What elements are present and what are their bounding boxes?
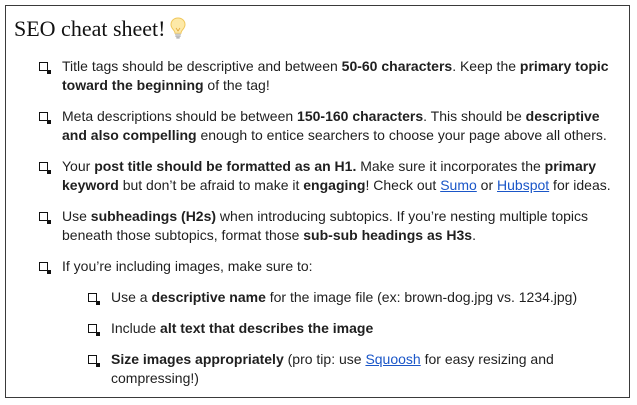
squoosh-link[interactable]: Squoosh — [365, 351, 421, 367]
lightbulb-icon — [170, 17, 186, 45]
checkbox-bullet-icon — [39, 112, 48, 121]
checkbox-bullet-icon — [88, 355, 97, 364]
cheat-sheet-card — [5, 5, 630, 398]
sub-list-item: Use a descriptive name for the image file (ex: brown-dog.jpg vs. 1234.jpg) — [86, 288, 622, 307]
tips-list — [37, 57, 622, 400]
checkbox-bullet-icon — [39, 62, 48, 71]
image-tips-list — [62, 288, 622, 388]
checkbox-bullet-icon — [39, 262, 48, 271]
page-title — [14, 16, 186, 45]
checkbox-bullet-icon — [39, 212, 48, 221]
list-item: Title tags should be descriptive and between 50-60 characters. Keep the primary topic toward the beginning of the tag! — [37, 57, 622, 95]
checkbox-bullet-icon — [39, 162, 48, 171]
title-text: SEO cheat sheet! — [14, 16, 166, 41]
sumo-link[interactable]: Sumo — [440, 177, 477, 193]
checkbox-bullet-icon — [88, 324, 97, 333]
sub-list-item: Include alt text that describes the image — [86, 319, 622, 338]
sub-list-item: Size images appropriately (pro tip: use Squoosh for easy resizing and compressing!) — [86, 350, 622, 388]
hubspot-link[interactable]: Hubspot — [497, 177, 550, 193]
checkbox-bullet-icon — [88, 293, 97, 302]
list-item: Use subheadings (H2s) when introducing subtopics. If you’re nesting multiple topics beneath those subtopics, format those sub-sub headings as H3s. — [37, 207, 622, 245]
list-item: Your post title should be formatted as an H1. Make sure it incorporates the primary keyword but don’t be afraid to make it engaging! Check out Sumo or Hubspot for ideas. — [37, 157, 622, 195]
list-item: If you’re including images, make sure to: Use a descriptive name for the image file (ex: brown-dog.jpg vs. 1234.jpg) Include alt text that describes the image Size images appropriately (pro tip: use Squoosh for easy resizing and compressing!) — [37, 257, 622, 388]
list-item: Meta descriptions should be between 150-160 characters. This should be descriptive and also compelling enough to entice searchers to choose your page above all others. — [37, 107, 622, 145]
